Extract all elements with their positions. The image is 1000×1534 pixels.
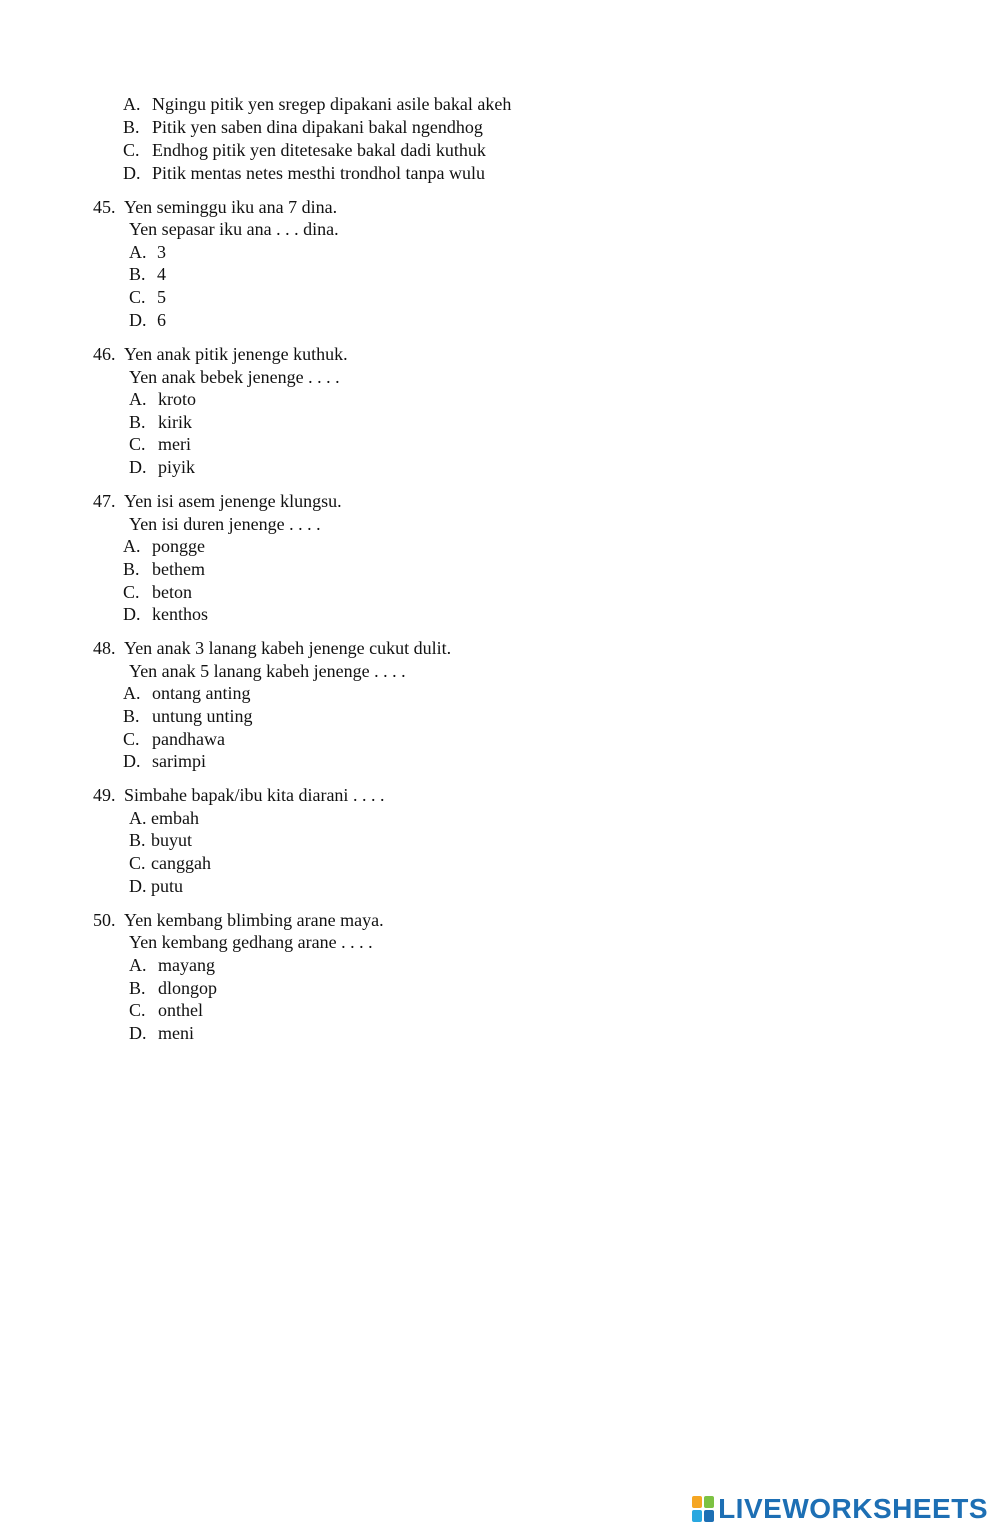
option-letter: D. <box>123 751 141 771</box>
option-text: 5 <box>157 287 166 307</box>
option-text: 6 <box>157 310 166 330</box>
q47-stem-2: Yen isi duren jenenge . . . . <box>129 514 321 534</box>
option-text: kirik <box>158 412 192 432</box>
option-text: putu <box>151 876 184 896</box>
option-letter: B. <box>129 830 146 850</box>
mark-tile <box>692 1510 702 1522</box>
question-text: Simbahe bapak/ibu kita diarani . . . . <box>124 785 385 805</box>
question-number: 49. <box>93 785 116 805</box>
q46-stem <box>93 343 348 365</box>
liveworksheets-mark-icon <box>692 1496 714 1522</box>
q47-option-c <box>123 581 192 603</box>
q44-option-b <box>123 116 483 138</box>
q44-option-a <box>123 93 511 115</box>
q45-option-d <box>129 309 166 331</box>
option-text: kroto <box>158 389 196 409</box>
option-letter: C. <box>129 1000 146 1020</box>
option-text: dlongop <box>158 978 218 998</box>
question-text: Yen isi asem jenenge klungsu. <box>124 491 342 511</box>
q45-option-a <box>129 241 166 263</box>
q48-stem <box>93 637 451 659</box>
question-text: Yen anak pitik jenenge kuthuk. <box>124 344 348 364</box>
q50-stem <box>93 909 384 931</box>
option-text: pandhawa <box>152 729 225 749</box>
option-text: embah <box>151 808 199 828</box>
q50-option-d <box>129 1022 194 1044</box>
q46-option-a <box>129 388 196 410</box>
q49-option-b <box>129 829 192 851</box>
option-letter: B. <box>123 559 140 579</box>
option-text: 3 <box>157 242 166 262</box>
question-number: 47. <box>93 491 116 511</box>
q50-option-a <box>129 954 215 976</box>
option-text: beton <box>152 582 192 602</box>
option-letter: A. <box>129 955 147 975</box>
q47-option-a <box>123 535 205 557</box>
q48-stem-2: Yen anak 5 lanang kabeh jenenge . . . . <box>129 661 406 681</box>
option-letter: C. <box>123 140 140 160</box>
q46-option-c <box>129 433 191 455</box>
question-number: 45. <box>93 197 116 217</box>
option-letter: D. <box>129 310 147 330</box>
q48-option-b <box>123 705 253 727</box>
question-text: Yen anak 3 lanang kabeh jenenge cukut dulit. <box>124 638 452 658</box>
option-text: meri <box>158 434 191 454</box>
q48-option-c <box>123 728 225 750</box>
question-number: 46. <box>93 344 116 364</box>
option-text: onthel <box>158 1000 203 1020</box>
liveworksheets-logo <box>692 1494 988 1524</box>
option-letter: C. <box>129 287 146 307</box>
q50-option-b <box>129 977 217 999</box>
question-text: Yen seminggu iku ana 7 dina. <box>124 197 338 217</box>
option-letter: B. <box>129 412 146 432</box>
q47-option-d <box>123 603 208 625</box>
option-text: canggah <box>151 853 211 873</box>
option-text: pongge <box>152 536 205 556</box>
option-text: 4 <box>157 264 166 284</box>
q50-option-c <box>129 999 203 1021</box>
option-letter: D. <box>129 1023 147 1043</box>
option-letter: A. <box>123 94 141 114</box>
option-letter: C. <box>123 582 140 602</box>
q45-stem-2: Yen sepasar iku ana . . . dina. <box>129 219 339 239</box>
question-number: 50. <box>93 910 116 930</box>
mark-tile <box>704 1496 714 1508</box>
option-letter: C. <box>129 853 146 873</box>
option-letter: A. <box>129 808 147 828</box>
q44-option-c <box>123 139 486 161</box>
option-letter: B. <box>123 117 140 137</box>
q46-option-b <box>129 411 192 433</box>
q45-option-b <box>129 263 166 285</box>
q49-option-c <box>129 852 211 874</box>
q49-option-a <box>129 807 199 829</box>
q47-stem <box>93 490 342 512</box>
option-text: Pitik yen saben dina dipakani bakal ngendhog <box>152 117 483 137</box>
q45-option-c <box>129 286 166 308</box>
option-letter: D. <box>123 163 141 183</box>
option-text: mayang <box>158 955 215 975</box>
question-number: 48. <box>93 638 116 658</box>
option-letter: A. <box>123 536 141 556</box>
mark-tile <box>692 1496 702 1508</box>
option-text: Pitik mentas netes mesthi trondhol tanpa wulu <box>152 163 485 183</box>
q47-option-b <box>123 558 205 580</box>
option-letter: C. <box>129 434 146 454</box>
option-letter: D. <box>123 604 141 624</box>
q50-stem-2: Yen kembang gedhang arane . . . . <box>129 932 373 952</box>
option-letter: C. <box>123 729 140 749</box>
q48-option-d <box>123 750 206 772</box>
option-letter: A. <box>123 683 141 703</box>
option-text: ontang anting <box>152 683 251 703</box>
option-text: meni <box>158 1023 194 1043</box>
option-text: bethem <box>152 559 205 579</box>
option-text: untung unting <box>152 706 253 726</box>
option-letter: D. <box>129 876 147 896</box>
option-letter: D. <box>129 457 147 477</box>
option-text: sarimpi <box>152 751 206 771</box>
option-letter: B. <box>129 978 146 998</box>
option-letter: A. <box>129 242 147 262</box>
option-text: kenthos <box>152 604 208 624</box>
q44-option-d <box>123 162 485 184</box>
mark-tile <box>704 1510 714 1522</box>
option-letter: A. <box>129 389 147 409</box>
q49-stem <box>93 784 384 806</box>
question-text: Yen kembang blimbing arane maya. <box>124 910 384 930</box>
q46-stem-2: Yen anak bebek jenenge . . . . <box>129 367 340 387</box>
option-letter: B. <box>123 706 140 726</box>
brand-name: LIVEWORKSHEETS <box>718 1493 988 1524</box>
option-text: buyut <box>151 830 193 850</box>
q46-option-d <box>129 456 195 478</box>
q49-option-d <box>129 875 183 897</box>
q48-option-a <box>123 682 250 704</box>
option-text: Ngingu pitik yen sregep dipakani asile bakal akeh <box>152 94 512 114</box>
option-text: Endhog pitik yen ditetesake bakal dadi kuthuk <box>152 140 486 160</box>
option-letter: B. <box>129 264 146 284</box>
q45-stem <box>93 196 337 218</box>
option-text: piyik <box>158 457 196 477</box>
